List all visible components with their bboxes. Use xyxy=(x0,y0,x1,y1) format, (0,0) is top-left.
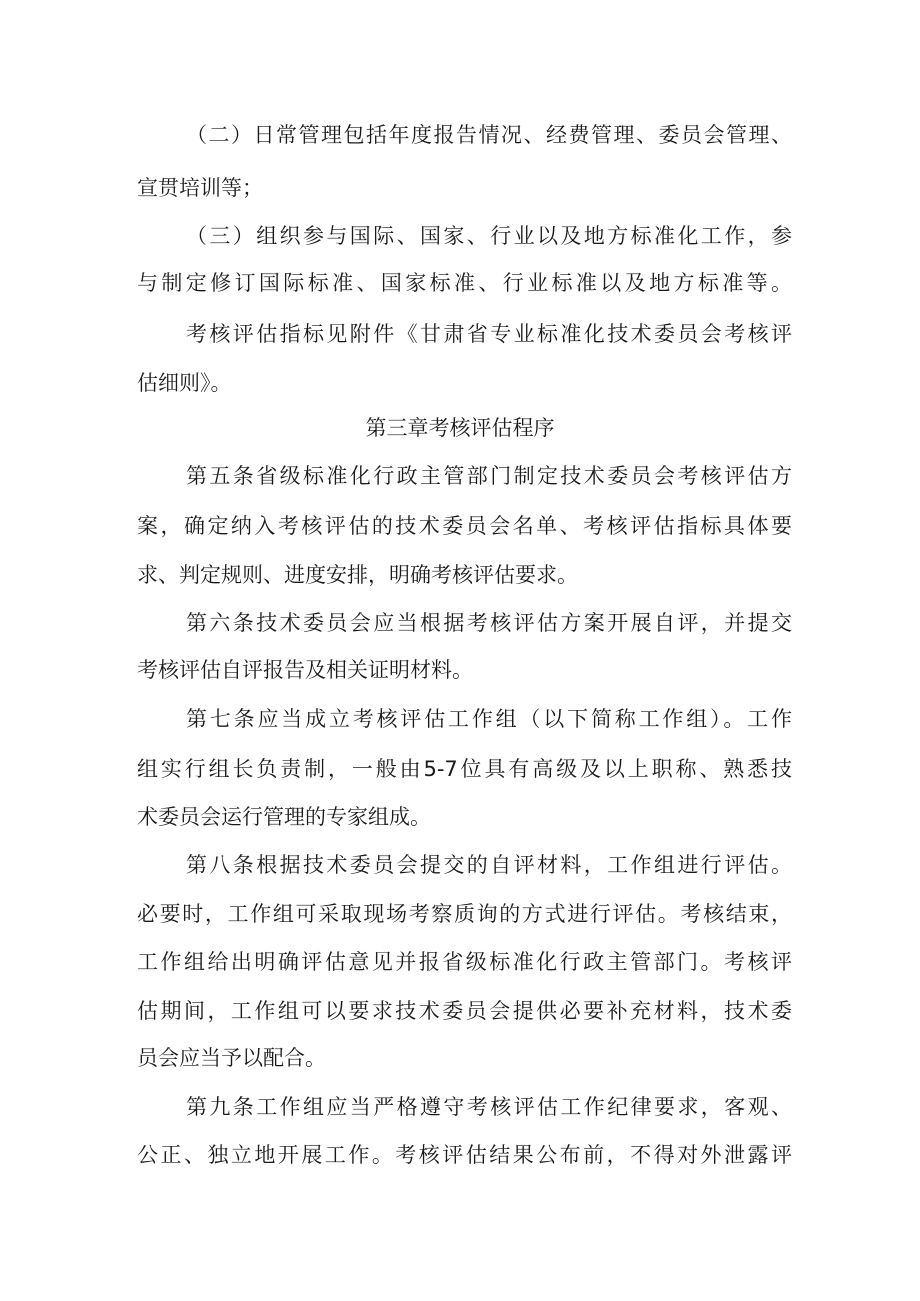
text-line: 第七条应当成立考核评估工作组（以下简称工作组）。工作 xyxy=(186,707,792,731)
text-line: 求、判定规则、进度安排，明确考核评估要求。 xyxy=(137,563,578,587)
text-line: 术委员会运行管理的专家组成。 xyxy=(137,805,431,829)
text-line: 公正、独立地开展工作。考核评估结果公布前，不得对外泄露评 xyxy=(137,1143,792,1167)
text-line: 第五条省级标准化行政主管部门制定技术委员会考核评估方 xyxy=(186,464,792,488)
text-line: 考核评估自评报告及相关证明材料。 xyxy=(137,658,473,682)
text-line: 工作组给出明确评估意见并报省级标准化行政主管部门。考核评 xyxy=(137,950,792,974)
text-line: 第六条技术委员会应当根据考核评估方案开展自评，并提交 xyxy=(186,611,792,635)
text-line: 估细则》。 xyxy=(137,371,232,395)
text-line: （三）组织参与国际、国家、行业以及地方标准化工作，参 xyxy=(186,224,792,248)
text-line: 宣贯培训等； xyxy=(137,176,263,200)
chapter-heading: 第三章考核评估程序 xyxy=(365,416,555,440)
text-line: 组实行组长负责制，一般由5-7位具有高级及以上职称、熟悉技 xyxy=(137,757,792,781)
text-line: 员会应当予以配合。 xyxy=(137,1046,326,1070)
text-line: 第九条工作组应当严格遵守考核评估工作纪律要求，客观、 xyxy=(186,1095,792,1119)
text-line: 必要时，工作组可采取现场考察质询的方式进行评估。考核结束， xyxy=(137,902,792,926)
text-line: 第八条根据技术委员会提交的自评材料，工作组进行评估。 xyxy=(186,853,792,877)
text-line: 案，确定纳入考核评估的技术委员会名单、考核评估指标具体要 xyxy=(137,514,792,538)
text-line: 与制定修订国际标准、国家标准、行业标准以及地方标准等。 xyxy=(137,271,792,295)
text-line: （二）日常管理包括年度报告情况、经费管理、委员会管理、 xyxy=(186,123,792,147)
text-line: 估期间，工作组可以要求技术委员会提供必要补充材料，技术委 xyxy=(137,999,792,1023)
text-line: 考核评估指标见附件《甘肃省专业标准化技术委员会考核评 xyxy=(186,322,792,346)
